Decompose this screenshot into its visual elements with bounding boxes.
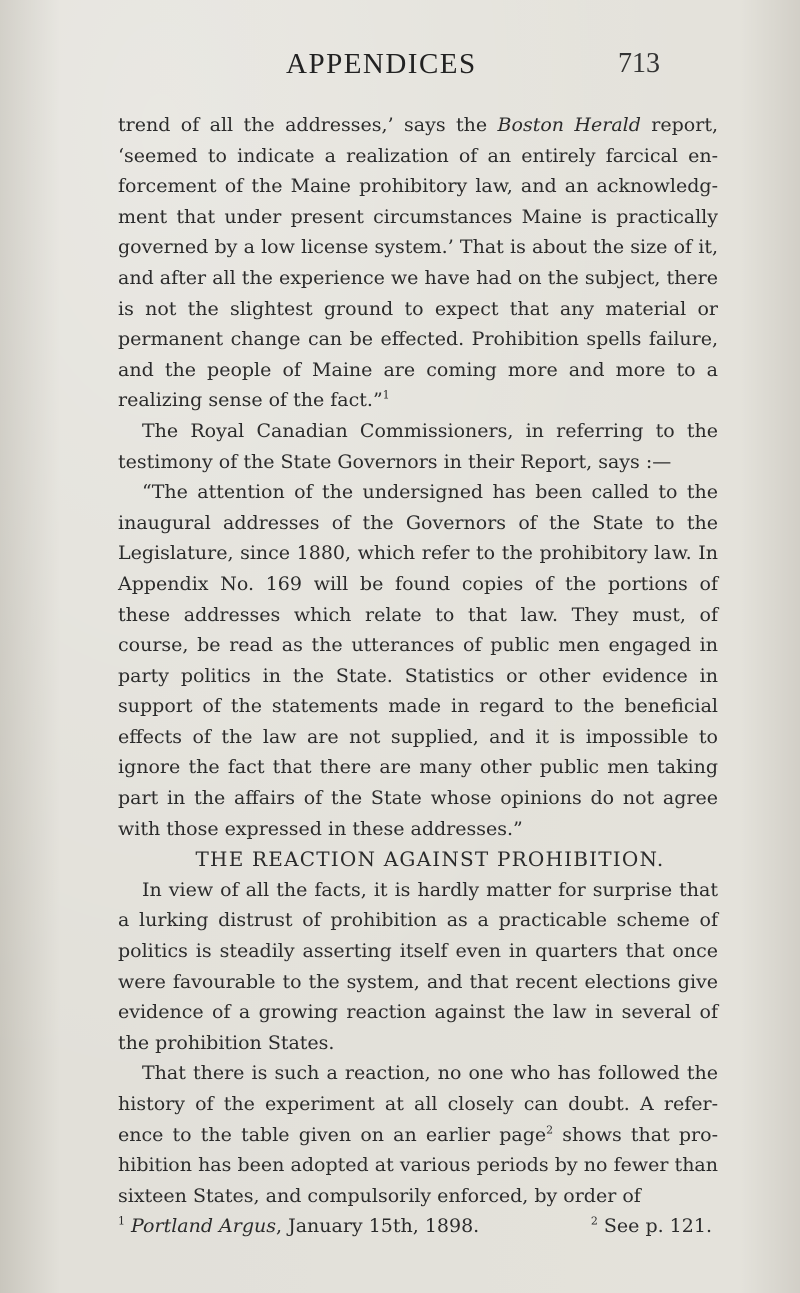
paragraph-view-of-facts: In view of all the facts, it is hardly matter for surprise that a lurking distrust of prohibition as a practicable scheme of politics is steadily asserting itself even in quarters that once were favourable to the system, and that recent elections give evidence of a growing reaction against the law in several of the prohibition States. bbox=[118, 878, 718, 1054]
paragraph-text: shows that pro-hibition has been adopted at various periods by no fewer than sixteen States, and compulsorily enforced, by order of bbox=[118, 1123, 719, 1207]
footnote-2-mark: 2 bbox=[590, 1215, 598, 1229]
paragraph-commissioners: The Royal Canadian Commissioners, in referring to the testimony of the State Governors in their Report, says :— bbox=[118, 419, 718, 473]
paragraph-herald-quote bbox=[118, 110, 718, 416]
paragraph-reaction bbox=[118, 1058, 718, 1211]
page-header bbox=[0, 48, 800, 88]
footnote-1-text: , January 15th, 1898. bbox=[276, 1215, 480, 1238]
footnote-1-source: Portland Argus bbox=[131, 1215, 277, 1238]
footnote-marker: 1 bbox=[382, 389, 390, 403]
footnote-marker: 2 bbox=[546, 1123, 554, 1137]
paragraph-text: trend of all the addresses,’ says the bbox=[118, 114, 498, 136]
footnote-1-mark: 1 bbox=[118, 1215, 125, 1229]
paragraph-commission-quote: “The attention of the undersigned has been called to the inaugural addresses of the Governors of the State to the Legislature, since 1880, which refer to the prohibitory law. In Appendix No. 169 will be found copies of the portions of these addresses which relate to that law. They must, of course, be read as the utterances of public men engaged in party politics in the State. Statistics or other evidence in support of the statements made in regard to the beneficial effects of the law are not supplied, and it is impossible to ignore the fact that there are many other public men taking part in the affairs of the State whose opinions do not agree with those expressed in these addresses.” bbox=[118, 481, 718, 840]
paragraph-text: report, ‘seemed to indicate a realization of an entirely farcical en-forcement of the Maine prohibitory law, and an acknowledg-ment that under present circumstances Maine is practically governed by a low license system.’ That is about the size of it, and after all the experience we have had on the subject, there is not the slightest ground to expect that any material or permanent change can be effected. Prohibition spells failure, and the people of Maine are coming more and more to a realizing sense of the fact.” bbox=[118, 114, 718, 412]
source-title: Boston Herald bbox=[497, 114, 641, 136]
footnote-2-text: See p. 121. bbox=[597, 1215, 712, 1238]
section-heading: THE REACTION AGAINST PROHIBITION. bbox=[195, 847, 665, 872]
page-number: 713 bbox=[618, 48, 660, 79]
paragraph-text: That there is such a reaction, no one who has followed the history of the experiment at all closely can doubt. A refer-ence to the table given on an earlier page bbox=[118, 1062, 718, 1146]
footnote-1 bbox=[118, 1211, 479, 1241]
body-text bbox=[118, 110, 718, 1241]
running-head: APPENDICES bbox=[286, 48, 477, 80]
footnotes bbox=[118, 1211, 718, 1241]
footnote-2 bbox=[591, 1211, 712, 1241]
